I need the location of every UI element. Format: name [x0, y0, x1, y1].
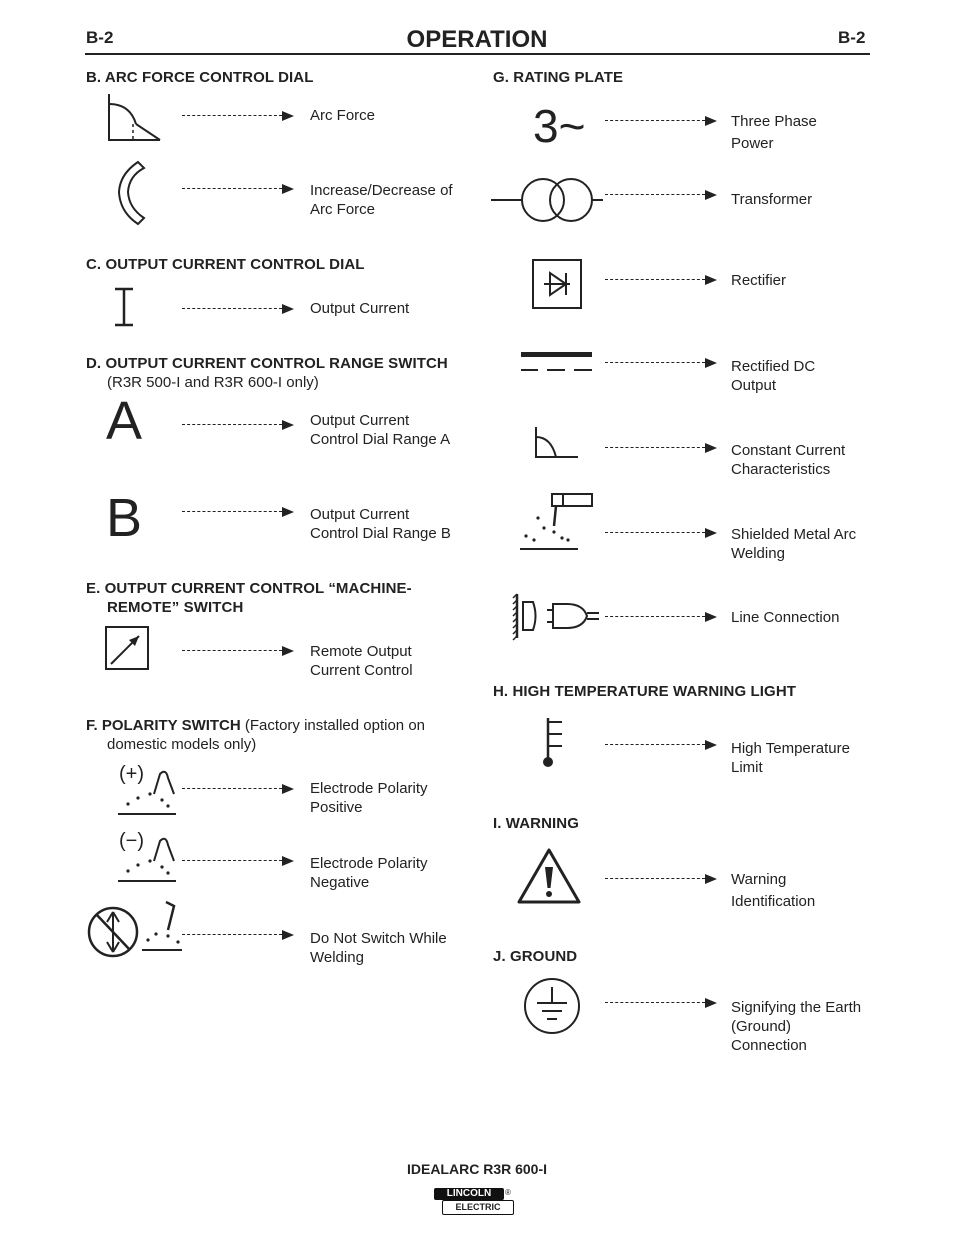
line-connection-icon	[513, 592, 603, 640]
section-f-title: F. POLARITY SWITCH (Factory installed option on	[86, 717, 425, 734]
label-arc-force: Arc Force	[310, 107, 376, 124]
label-smaw: Shielded Metal Arc Welding	[731, 526, 857, 562]
label-three-phase: Three Phase Power	[731, 113, 817, 152]
footer-model: IDEALARC R3R 600-I	[406, 1161, 548, 1177]
polarity-negative-glyph: (−)	[119, 830, 144, 852]
range-b-icon: B	[106, 488, 143, 548]
section-e-title-line2: REMOTE” SWITCH	[107, 599, 244, 616]
arrow	[605, 190, 717, 200]
label-polarity-positive: Electrode Polarity Positive	[310, 780, 428, 816]
header-rule	[85, 53, 870, 55]
section-h-title: H. HIGH TEMPERATURE WARNING LIGHT	[493, 683, 797, 700]
page-code-right: B-2	[838, 28, 866, 47]
label-dc-output: Rectified DC Output	[731, 358, 816, 394]
polarity-positive-icon	[116, 764, 180, 818]
arrow	[605, 358, 717, 368]
label-range-a: Output Current Control Dial Range A	[310, 412, 451, 448]
arrow	[605, 528, 717, 538]
arrow	[182, 420, 294, 430]
arrow	[182, 184, 294, 194]
label-line-connection: Line Connection	[731, 609, 840, 626]
arrow	[605, 443, 717, 453]
label-high-temp: High Temperature Limit	[731, 740, 850, 776]
rectifier-icon	[532, 259, 584, 311]
smaw-icon	[518, 492, 594, 552]
label-remote-control: Remote Output Current Control	[310, 643, 413, 679]
section-i-title: I. WARNING	[493, 815, 579, 832]
page-code-left: B-2	[86, 28, 114, 47]
arrow	[605, 612, 717, 622]
section-d-title: D. OUTPUT CURRENT CONTROL RANGE SWITCH	[86, 355, 448, 372]
section-d-subtitle: (R3R 500-I and R3R 600-I only)	[107, 374, 319, 391]
arrow	[605, 275, 717, 285]
no-switch-while-welding-icon	[86, 898, 182, 960]
arrow	[605, 116, 717, 126]
label-transformer: Transformer	[731, 191, 813, 208]
range-a-icon: A	[106, 391, 143, 451]
lincoln-electric-logo: LINCOLN ELECTRIC ®	[434, 1188, 512, 1215]
arrow	[182, 304, 294, 314]
page-title: OPERATION	[406, 26, 548, 53]
warning-triangle-icon	[516, 847, 582, 905]
three-phase-icon: 3~	[533, 100, 586, 152]
current-i-icon	[113, 287, 135, 327]
thermometer-icon	[538, 716, 568, 772]
label-output-current: Output Current	[310, 300, 410, 317]
arrow	[605, 740, 717, 750]
label-ground: Signifying the Earth (Ground) Connection	[731, 999, 862, 1054]
label-polarity-negative: Electrode Polarity Negative	[310, 855, 428, 891]
arrow	[182, 856, 294, 866]
arrow	[182, 507, 294, 517]
arrow	[605, 998, 717, 1008]
arrow	[605, 874, 717, 884]
section-g-title: G. RATING PLATE	[493, 69, 624, 86]
section-b-title: B. ARC FORCE CONTROL DIAL	[86, 69, 314, 86]
section-f-title-line2: domestic models only)	[107, 736, 257, 753]
arrow	[182, 930, 294, 940]
label-constant-current: Constant Current Characteristics	[731, 442, 846, 478]
arc-force-adjust-icon	[116, 160, 146, 226]
dc-output-icon	[520, 350, 594, 374]
arrow	[182, 111, 294, 121]
label-warning: Warning Identification	[731, 871, 816, 910]
section-c-title: C. OUTPUT CURRENT CONTROL DIAL	[86, 256, 365, 273]
label-range-b: Output Current Control Dial Range B	[310, 506, 451, 542]
constant-current-icon	[533, 425, 581, 461]
polarity-positive-glyph: (+)	[119, 763, 144, 785]
section-e-title-line1: E. OUTPUT CURRENT CONTROL “MACHINE-	[86, 580, 412, 597]
section-j-title: J. GROUND	[493, 948, 578, 965]
label-arc-force-adjust: Increase/Decrease of Arc Force	[310, 182, 453, 218]
polarity-negative-icon	[116, 831, 180, 885]
arc-force-icon	[106, 92, 162, 144]
ground-icon	[523, 977, 581, 1035]
label-rectifier: Rectifier	[731, 272, 787, 289]
transformer-icon	[491, 177, 605, 223]
arrow	[182, 646, 294, 656]
arrow	[182, 784, 294, 794]
label-no-switch: Do Not Switch While Welding	[310, 930, 447, 966]
remote-control-icon	[105, 626, 151, 672]
